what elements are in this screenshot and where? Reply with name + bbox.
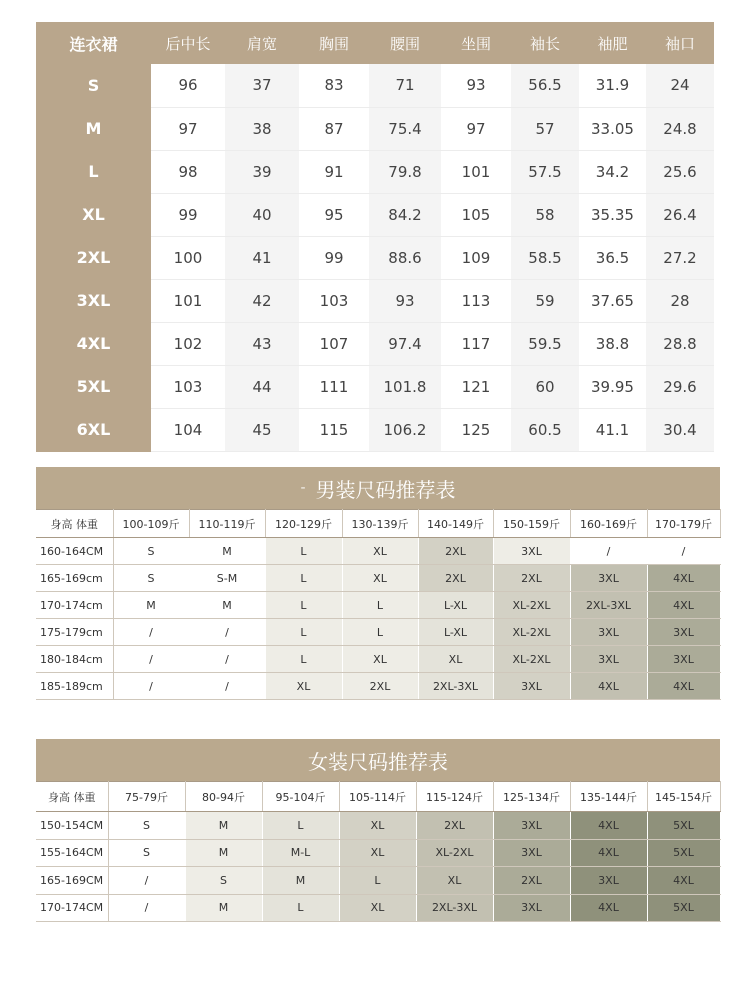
men-height-row (36, 565, 720, 592)
measurement-cell: 39 (225, 150, 299, 193)
measurement-cell: 71 (369, 64, 441, 107)
recommended-size-cell: M-L (262, 839, 339, 867)
women-size-recommendation-table (36, 781, 721, 922)
measurement-cell: 121 (441, 365, 511, 408)
recommended-size-cell: M (185, 894, 262, 922)
measurement-cell: 27.2 (646, 236, 714, 279)
recommended-size-cell: XL-2XL (493, 592, 570, 619)
recommended-size-cell: 2XL (493, 867, 570, 895)
recommended-size-cell: 2XL (416, 812, 493, 840)
measurement-cell: 39.95 (579, 365, 646, 408)
size-label: 2XL (36, 236, 151, 279)
recommended-size-cell: 3XL (493, 894, 570, 922)
measurement-cell: 24.8 (646, 107, 714, 150)
measurement-cell: 57 (511, 107, 579, 150)
women-weight-header: 125-134斤 (493, 782, 570, 812)
recommended-size-cell: 3XL (493, 839, 570, 867)
height-label: 150-154CM (36, 812, 108, 840)
measurement-cell: 97.4 (369, 322, 441, 365)
recommended-size-cell: M (185, 812, 262, 840)
women-weight-header: 115-124斤 (416, 782, 493, 812)
dress-col-header: 坐围 (441, 22, 511, 64)
size-label: 5XL (36, 365, 151, 408)
recommended-size-cell: 5XL (647, 894, 720, 922)
height-label: 160-164CM (36, 538, 113, 565)
dress-col-header: 后中长 (151, 22, 225, 64)
recommended-size-cell: XL (418, 646, 493, 673)
recommended-size-cell: XL-2XL (493, 619, 570, 646)
recommended-size-cell: / (189, 646, 265, 673)
dress-col-header: 胸围 (299, 22, 369, 64)
recommended-size-cell: / (647, 538, 720, 565)
recommended-size-cell: XL (339, 894, 416, 922)
dress-size-row (36, 322, 714, 365)
recommended-size-cell: / (113, 673, 189, 700)
recommended-size-cell: 2XL-3XL (418, 673, 493, 700)
recommended-size-cell: XL (265, 673, 342, 700)
men-table-title: 男装尺码推荐表 (315, 477, 456, 502)
measurement-cell: 84.2 (369, 193, 441, 236)
recommended-size-cell: 4XL (647, 592, 720, 619)
recommended-size-cell: M (262, 867, 339, 895)
men-height-row (36, 646, 720, 673)
recommended-size-cell: 5XL (647, 839, 720, 867)
recommended-size-cell: M (185, 839, 262, 867)
measurement-cell: 109 (441, 236, 511, 279)
recommended-size-cell: L (262, 812, 339, 840)
recommended-size-cell: 2XL (342, 673, 418, 700)
recommended-size-cell: L (265, 646, 342, 673)
measurement-cell: 57.5 (511, 150, 579, 193)
recommended-size-cell: XL-2XL (416, 839, 493, 867)
measurement-cell: 105 (441, 193, 511, 236)
recommended-size-cell: XL-2XL (493, 646, 570, 673)
recommended-size-cell: 4XL (570, 812, 647, 840)
measurement-cell: 35.35 (579, 193, 646, 236)
size-label: 3XL (36, 279, 151, 322)
recommended-size-cell: XL (342, 646, 418, 673)
women-height-row (36, 867, 720, 895)
measurement-cell: 96 (151, 64, 225, 107)
recommended-size-cell: L (265, 592, 342, 619)
men-weight-header: 160-169斤 (570, 510, 647, 538)
measurement-cell: 56.5 (511, 64, 579, 107)
recommended-size-cell: L (339, 867, 416, 895)
women-weight-header: 75-79斤 (108, 782, 185, 812)
men-height-row (36, 538, 720, 565)
recommended-size-cell: 4XL (647, 867, 720, 895)
recommended-size-cell: 3XL (647, 646, 720, 673)
measurement-cell: 101.8 (369, 365, 441, 408)
dress-size-row (36, 107, 714, 150)
men-weight-header: 140-149斤 (418, 510, 493, 538)
men-corner-label: 身高 体重 (36, 510, 113, 538)
measurement-cell: 38 (225, 107, 299, 150)
measurement-cell: 88.6 (369, 236, 441, 279)
recommended-size-cell: 3XL (493, 673, 570, 700)
measurement-cell: 31.9 (579, 64, 646, 107)
measurement-cell: 41.1 (579, 408, 646, 451)
women-height-row (36, 812, 720, 840)
recommended-size-cell: / (189, 673, 265, 700)
measurement-cell: 75.4 (369, 107, 441, 150)
measurement-cell: 111 (299, 365, 369, 408)
measurement-cell: 97 (151, 107, 225, 150)
dress-size-row (36, 279, 714, 322)
recommended-size-cell: 3XL (647, 619, 720, 646)
measurement-cell: 59.5 (511, 322, 579, 365)
recommended-size-cell: 2XL (493, 565, 570, 592)
men-height-row (36, 673, 720, 700)
recommended-size-cell: S-M (189, 565, 265, 592)
measurement-cell: 93 (369, 279, 441, 322)
measurement-cell: 37.65 (579, 279, 646, 322)
measurement-cell: 24 (646, 64, 714, 107)
measurement-cell: 44 (225, 365, 299, 408)
recommended-size-cell: 4XL (647, 673, 720, 700)
recommended-size-cell: S (185, 867, 262, 895)
height-label: 180-184cm (36, 646, 113, 673)
recommended-size-cell: / (570, 538, 647, 565)
recommended-size-cell: XL (339, 839, 416, 867)
men-height-row (36, 619, 720, 646)
recommended-size-cell: XL (339, 812, 416, 840)
recommended-size-cell: 3XL (570, 619, 647, 646)
men-table-title-bar (36, 467, 720, 509)
recommended-size-cell: 4XL (647, 565, 720, 592)
recommended-size-cell: S (108, 839, 185, 867)
dress-corner-label: 连衣裙 (36, 22, 151, 64)
size-label: S (36, 64, 151, 107)
measurement-cell: 101 (441, 150, 511, 193)
measurement-cell: 83 (299, 64, 369, 107)
height-label: 185-189cm (36, 673, 113, 700)
measurement-cell: 100 (151, 236, 225, 279)
recommended-size-cell: M (189, 592, 265, 619)
women-weight-header: 145-154斤 (647, 782, 720, 812)
measurement-cell: 125 (441, 408, 511, 451)
measurement-cell: 30.4 (646, 408, 714, 451)
measurement-cell: 79.8 (369, 150, 441, 193)
men-height-row (36, 592, 720, 619)
size-label: 6XL (36, 408, 151, 451)
women-table-title-bar (36, 739, 720, 781)
recommended-size-cell: XL (342, 538, 418, 565)
measurement-cell: 106.2 (369, 408, 441, 451)
measurement-cell: 58.5 (511, 236, 579, 279)
recommended-size-cell: / (113, 619, 189, 646)
dress-size-row (36, 150, 714, 193)
measurement-cell: 60 (511, 365, 579, 408)
recommended-size-cell: L (342, 619, 418, 646)
dress-size-row (36, 365, 714, 408)
recommended-size-cell: 3XL (570, 646, 647, 673)
size-label: L (36, 150, 151, 193)
recommended-size-cell: XL (416, 867, 493, 895)
dress-size-row (36, 193, 714, 236)
measurement-cell: 99 (151, 193, 225, 236)
measurement-cell: 91 (299, 150, 369, 193)
recommended-size-cell: L-XL (418, 619, 493, 646)
measurement-cell: 29.6 (646, 365, 714, 408)
women-corner-label: 身高 体重 (36, 782, 108, 812)
recommended-size-cell: / (108, 894, 185, 922)
recommended-size-cell: S (108, 812, 185, 840)
measurement-cell: 107 (299, 322, 369, 365)
recommended-size-cell: 4XL (570, 673, 647, 700)
men-header-row (36, 510, 720, 538)
measurement-cell: 25.6 (646, 150, 714, 193)
height-label: 165-169cm (36, 565, 113, 592)
men-weight-header: 130-139斤 (342, 510, 418, 538)
women-weight-header: 80-94斤 (185, 782, 262, 812)
measurement-cell: 37 (225, 64, 299, 107)
recommended-size-cell: 3XL (493, 812, 570, 840)
women-weight-header: 105-114斤 (339, 782, 416, 812)
men-weight-header: 110-119斤 (189, 510, 265, 538)
height-label: 170-174CM (36, 894, 108, 922)
measurement-cell: 117 (441, 322, 511, 365)
measurement-cell: 45 (225, 408, 299, 451)
measurement-cell: 87 (299, 107, 369, 150)
recommended-size-cell: L (342, 592, 418, 619)
measurement-cell: 98 (151, 150, 225, 193)
recommended-size-cell: 2XL (418, 538, 493, 565)
men-weight-header: 150-159斤 (493, 510, 570, 538)
recommended-size-cell: 4XL (570, 839, 647, 867)
recommended-size-cell: 3XL (570, 867, 647, 895)
women-table-title: 女装尺码推荐表 (308, 749, 448, 774)
measurement-cell: 113 (441, 279, 511, 322)
measurement-cell: 40 (225, 193, 299, 236)
measurement-cell: 42 (225, 279, 299, 322)
recommended-size-cell: / (108, 867, 185, 895)
men-title-dash: - (300, 480, 306, 496)
size-label: XL (36, 193, 151, 236)
dress-header-row (36, 22, 714, 64)
measurement-cell: 26.4 (646, 193, 714, 236)
recommended-size-cell: / (189, 619, 265, 646)
men-size-recommendation-table (36, 509, 721, 700)
recommended-size-cell: L (265, 619, 342, 646)
measurement-cell: 58 (511, 193, 579, 236)
recommended-size-cell: L-XL (418, 592, 493, 619)
recommended-size-cell: 3XL (570, 565, 647, 592)
recommended-size-cell: L (265, 565, 342, 592)
measurement-cell: 43 (225, 322, 299, 365)
measurement-cell: 99 (299, 236, 369, 279)
dress-col-header: 袖口 (646, 22, 714, 64)
recommended-size-cell: 3XL (493, 538, 570, 565)
size-label: M (36, 107, 151, 150)
measurement-cell: 101 (151, 279, 225, 322)
measurement-cell: 28 (646, 279, 714, 322)
height-label: 155-164CM (36, 839, 108, 867)
women-height-row (36, 894, 720, 922)
women-height-row (36, 839, 720, 867)
recommended-size-cell: 2XL-3XL (570, 592, 647, 619)
dress-size-row (36, 408, 714, 451)
measurement-cell: 104 (151, 408, 225, 451)
height-label: 165-169CM (36, 867, 108, 895)
measurement-cell: 102 (151, 322, 225, 365)
measurement-cell: 115 (299, 408, 369, 451)
men-weight-header: 100-109斤 (113, 510, 189, 538)
dress-col-header: 肩宽 (225, 22, 299, 64)
size-label: 4XL (36, 322, 151, 365)
measurement-cell: 97 (441, 107, 511, 150)
dress-size-table (36, 22, 714, 452)
women-weight-header: 95-104斤 (262, 782, 339, 812)
measurement-cell: 34.2 (579, 150, 646, 193)
dress-size-row (36, 236, 714, 279)
men-weight-header: 170-179斤 (647, 510, 720, 538)
recommended-size-cell: S (113, 565, 189, 592)
measurement-cell: 59 (511, 279, 579, 322)
women-header-row (36, 782, 720, 812)
measurement-cell: 103 (299, 279, 369, 322)
recommended-size-cell: XL (342, 565, 418, 592)
dress-col-header: 腰围 (369, 22, 441, 64)
dress-col-header: 袖长 (511, 22, 579, 64)
women-weight-header: 135-144斤 (570, 782, 647, 812)
height-label: 175-179cm (36, 619, 113, 646)
measurement-cell: 38.8 (579, 322, 646, 365)
measurement-cell: 41 (225, 236, 299, 279)
measurement-cell: 103 (151, 365, 225, 408)
measurement-cell: 95 (299, 193, 369, 236)
measurement-cell: 33.05 (579, 107, 646, 150)
dress-col-header: 袖肥 (579, 22, 646, 64)
dress-size-row (36, 64, 714, 107)
recommended-size-cell: S (113, 538, 189, 565)
measurement-cell: 28.8 (646, 322, 714, 365)
recommended-size-cell: 2XL-3XL (416, 894, 493, 922)
recommended-size-cell: M (113, 592, 189, 619)
recommended-size-cell: / (113, 646, 189, 673)
men-weight-header: 120-129斤 (265, 510, 342, 538)
measurement-cell: 60.5 (511, 408, 579, 451)
measurement-cell: 36.5 (579, 236, 646, 279)
recommended-size-cell: 4XL (570, 894, 647, 922)
recommended-size-cell: L (265, 538, 342, 565)
measurement-cell: 93 (441, 64, 511, 107)
recommended-size-cell: 2XL (418, 565, 493, 592)
recommended-size-cell: 5XL (647, 812, 720, 840)
height-label: 170-174cm (36, 592, 113, 619)
recommended-size-cell: L (262, 894, 339, 922)
recommended-size-cell: M (189, 538, 265, 565)
